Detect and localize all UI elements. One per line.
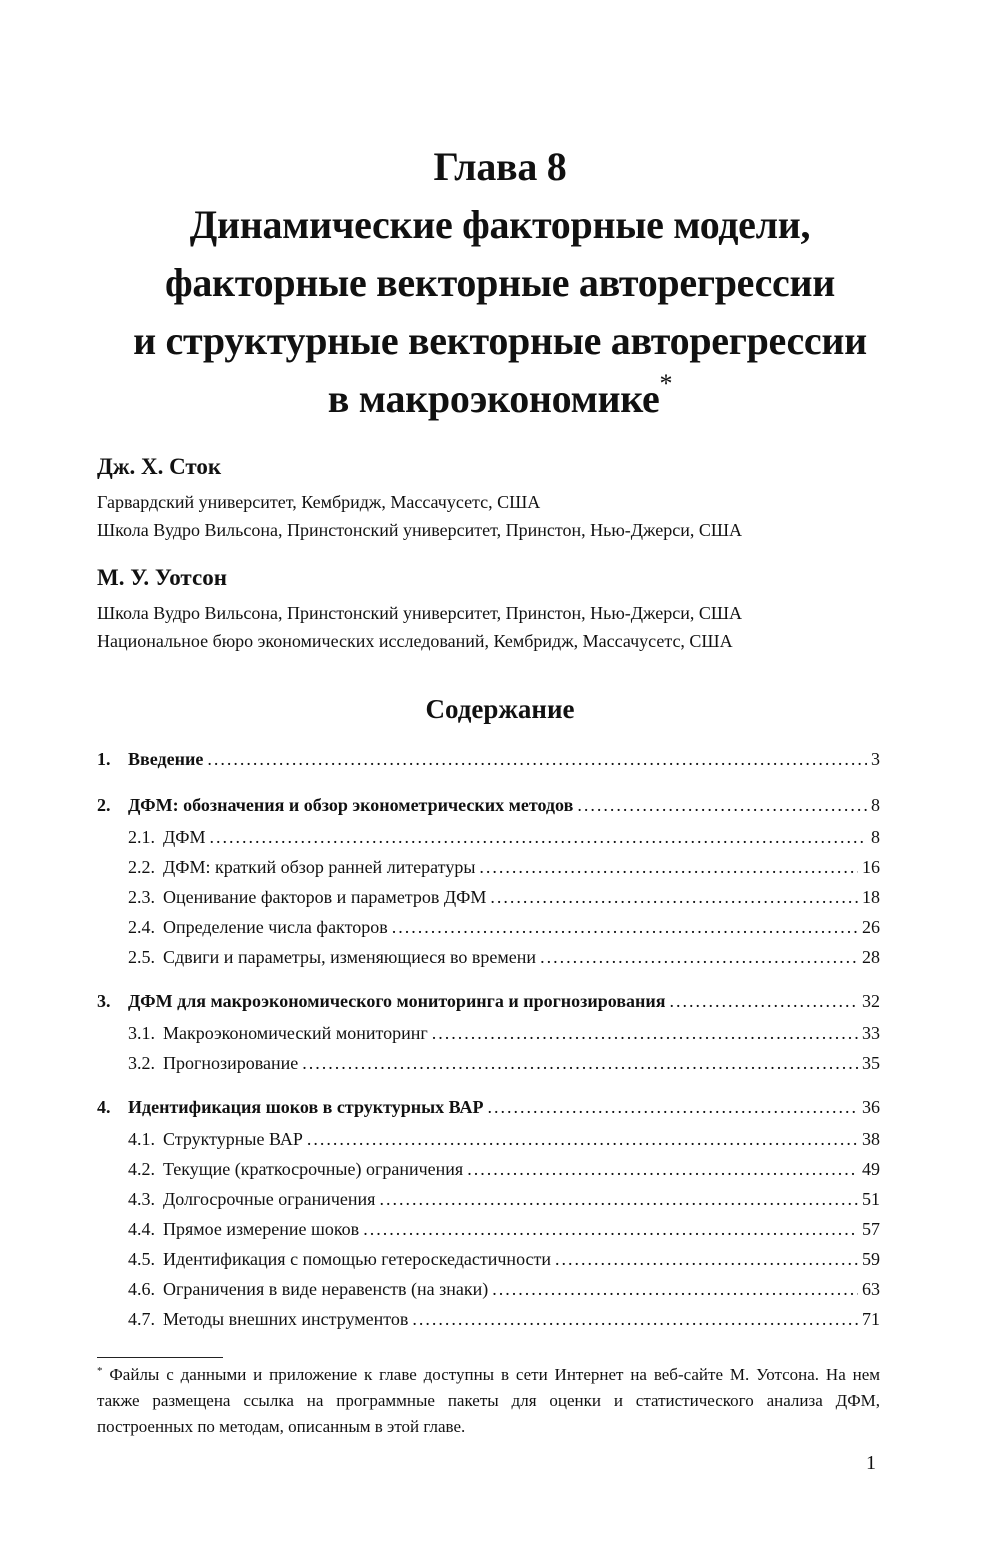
toc-subsection[interactable] bbox=[97, 1274, 880, 1304]
author-affiliation: Гарвардский университет, Кембридж, Массачусетс, США bbox=[97, 492, 541, 512]
toc-page: 16 bbox=[862, 857, 880, 877]
toc-page: 33 bbox=[862, 1023, 880, 1043]
toc-page: 35 bbox=[862, 1053, 880, 1073]
contents-heading: Содержание bbox=[425, 694, 575, 724]
toc-label: Ограничения в виде неравенств (на знаки) bbox=[163, 1279, 489, 1299]
leader-dots bbox=[540, 942, 858, 972]
toc-label: Текущие (краткосрочные) ограничения bbox=[163, 1159, 464, 1179]
toc-subsection[interactable] bbox=[97, 882, 880, 912]
toc-label: ДФМ для макроэкономического мониторинга и прогнозирования bbox=[128, 991, 666, 1011]
chapter-title-line: факторные векторные авторегрессии bbox=[164, 260, 835, 305]
toc-number: 2.3. bbox=[128, 887, 155, 907]
chapter-title-line: Динамические факторные модели, bbox=[189, 202, 811, 247]
toc-subsection[interactable] bbox=[97, 1214, 880, 1244]
toc-subsection[interactable] bbox=[97, 1018, 880, 1048]
toc-subsection[interactable] bbox=[97, 912, 880, 942]
leader-dots bbox=[488, 1092, 858, 1122]
leader-dots bbox=[210, 822, 867, 852]
toc-number: 1. bbox=[97, 749, 111, 769]
toc-number: 4. bbox=[97, 1097, 111, 1117]
toc-subsection[interactable] bbox=[97, 942, 880, 972]
leader-dots bbox=[392, 912, 858, 942]
toc-page: 57 bbox=[862, 1219, 880, 1239]
toc-number: 4.7. bbox=[128, 1309, 155, 1329]
toc-number: 2.1. bbox=[128, 827, 155, 847]
leader-dots bbox=[490, 882, 858, 912]
toc-label: Определение числа факторов bbox=[163, 917, 388, 937]
author-affiliation: Школа Вудро Вильсона, Принстонский университет, Принстон, Нью-Джерси, США bbox=[97, 603, 743, 623]
chapter-title-line-last bbox=[0, 370, 1000, 428]
toc-page: 36 bbox=[862, 1097, 880, 1117]
toc-label: Методы внешних инструментов bbox=[163, 1309, 409, 1329]
toc-label: ДФМ bbox=[163, 827, 206, 847]
toc-label: Идентификация шоков в структурных ВАР bbox=[128, 1097, 484, 1117]
table-of-contents bbox=[97, 744, 880, 1334]
toc-page: 26 bbox=[862, 917, 880, 937]
toc-number: 2.2. bbox=[128, 857, 155, 877]
toc-subsection[interactable] bbox=[97, 1304, 880, 1334]
toc-subsection[interactable] bbox=[97, 1184, 880, 1214]
toc-label: Долгосрочные ограничения bbox=[163, 1189, 376, 1209]
chapter-label: Глава 8 bbox=[433, 144, 567, 189]
chapter-title-block bbox=[0, 138, 1000, 428]
leader-dots bbox=[467, 1154, 858, 1184]
footnote-text: Файлы с данными и приложение к главе доступны в сети Интернет на веб-сайте М. Уотсона. На нем также размещена ссылка на программные пакеты для оценки и статистического анализа ДФМ, построенных по методам, описанным в этой главе. bbox=[97, 1365, 881, 1436]
toc-label: Прогнозирование bbox=[163, 1053, 299, 1073]
toc-page: 49 bbox=[862, 1159, 880, 1179]
leader-dots bbox=[555, 1244, 858, 1274]
toc-number: 2.4. bbox=[128, 917, 155, 937]
toc-number: 4.6. bbox=[128, 1279, 155, 1299]
leader-dots bbox=[302, 1048, 858, 1078]
leader-dots bbox=[363, 1214, 858, 1244]
toc-number: 3.2. bbox=[128, 1053, 155, 1073]
toc-page: 71 bbox=[862, 1309, 880, 1329]
leader-dots bbox=[670, 986, 858, 1016]
toc-number: 4.1. bbox=[128, 1129, 155, 1149]
footnote-mark: * bbox=[97, 1365, 103, 1377]
toc-number: 4.2. bbox=[128, 1159, 155, 1179]
author-name: Дж. Х. Сток bbox=[97, 454, 222, 479]
toc-page: 32 bbox=[862, 991, 880, 1011]
toc-label: Сдвиги и параметры, изменяющиеся во времени bbox=[163, 947, 537, 967]
author-affiliation: Школа Вудро Вильсона, Принстонский университет, Принстон, Нью-Джерси, США bbox=[97, 520, 743, 540]
leader-dots bbox=[307, 1124, 858, 1154]
toc-label: Структурные ВАР bbox=[163, 1129, 303, 1149]
toc-page: 18 bbox=[862, 887, 880, 907]
toc-label: Прямое измерение шоков bbox=[163, 1219, 360, 1239]
toc-section[interactable] bbox=[97, 744, 880, 776]
author-name: М. У. Уотсон bbox=[97, 565, 227, 590]
chapter-title-line: в макроэкономике bbox=[327, 376, 660, 421]
toc-subsection[interactable] bbox=[97, 822, 880, 852]
toc-subsection[interactable] bbox=[97, 1048, 880, 1078]
toc-page: 8 bbox=[871, 827, 880, 847]
toc-label: Макроэкономический мониторинг bbox=[163, 1023, 428, 1043]
toc-section[interactable] bbox=[97, 986, 880, 1018]
toc-subsection[interactable] bbox=[97, 852, 880, 882]
footnote-marker[interactable]: * bbox=[659, 369, 673, 398]
toc-section[interactable] bbox=[97, 790, 880, 822]
toc-page: 28 bbox=[862, 947, 880, 967]
footnote bbox=[97, 1362, 880, 1440]
toc-page: 63 bbox=[862, 1279, 880, 1299]
toc-number: 3.1. bbox=[128, 1023, 155, 1043]
chapter-title-line: и структурные векторные авторегрессии bbox=[133, 318, 867, 363]
author-affiliation: Национальное бюро экономических исследований, Кембридж, Массачусетс, США bbox=[97, 631, 733, 651]
footnote-divider bbox=[97, 1357, 223, 1358]
toc-page: 51 bbox=[862, 1189, 880, 1209]
toc-label: Идентификация с помощью гетероскедастичности bbox=[163, 1249, 552, 1269]
toc-number: 2.5. bbox=[128, 947, 155, 967]
toc-number: 4.4. bbox=[128, 1219, 155, 1239]
toc-label: Оценивание факторов и параметров ДФМ bbox=[163, 887, 487, 907]
toc-subsection[interactable] bbox=[97, 1244, 880, 1274]
leader-dots bbox=[492, 1274, 858, 1304]
toc-page: 3 bbox=[871, 749, 880, 769]
toc-subsection[interactable] bbox=[97, 1124, 880, 1154]
toc-section[interactable] bbox=[97, 1092, 880, 1124]
toc-number: 3. bbox=[97, 991, 111, 1011]
toc-label: ДФМ: краткий обзор ранней литературы bbox=[163, 857, 476, 877]
toc-page: 8 bbox=[871, 795, 880, 815]
toc-number: 4.3. bbox=[128, 1189, 155, 1209]
leader-dots bbox=[412, 1304, 858, 1334]
leader-dots bbox=[577, 790, 867, 820]
author-block bbox=[97, 563, 897, 655]
leader-dots bbox=[207, 744, 867, 774]
leader-dots bbox=[432, 1018, 858, 1048]
toc-subsection[interactable] bbox=[97, 1154, 880, 1184]
toc-label: Введение bbox=[128, 749, 204, 769]
toc-number: 2. bbox=[97, 795, 111, 815]
author-block bbox=[97, 452, 897, 544]
leader-dots bbox=[479, 852, 858, 882]
toc-number: 4.5. bbox=[128, 1249, 155, 1269]
toc-label: ДФМ: обозначения и обзор эконометрических методов bbox=[128, 795, 574, 815]
toc-page: 38 bbox=[862, 1129, 880, 1149]
page-number: 1 bbox=[866, 1452, 876, 1474]
toc-page: 59 bbox=[862, 1249, 880, 1269]
leader-dots bbox=[379, 1184, 858, 1214]
